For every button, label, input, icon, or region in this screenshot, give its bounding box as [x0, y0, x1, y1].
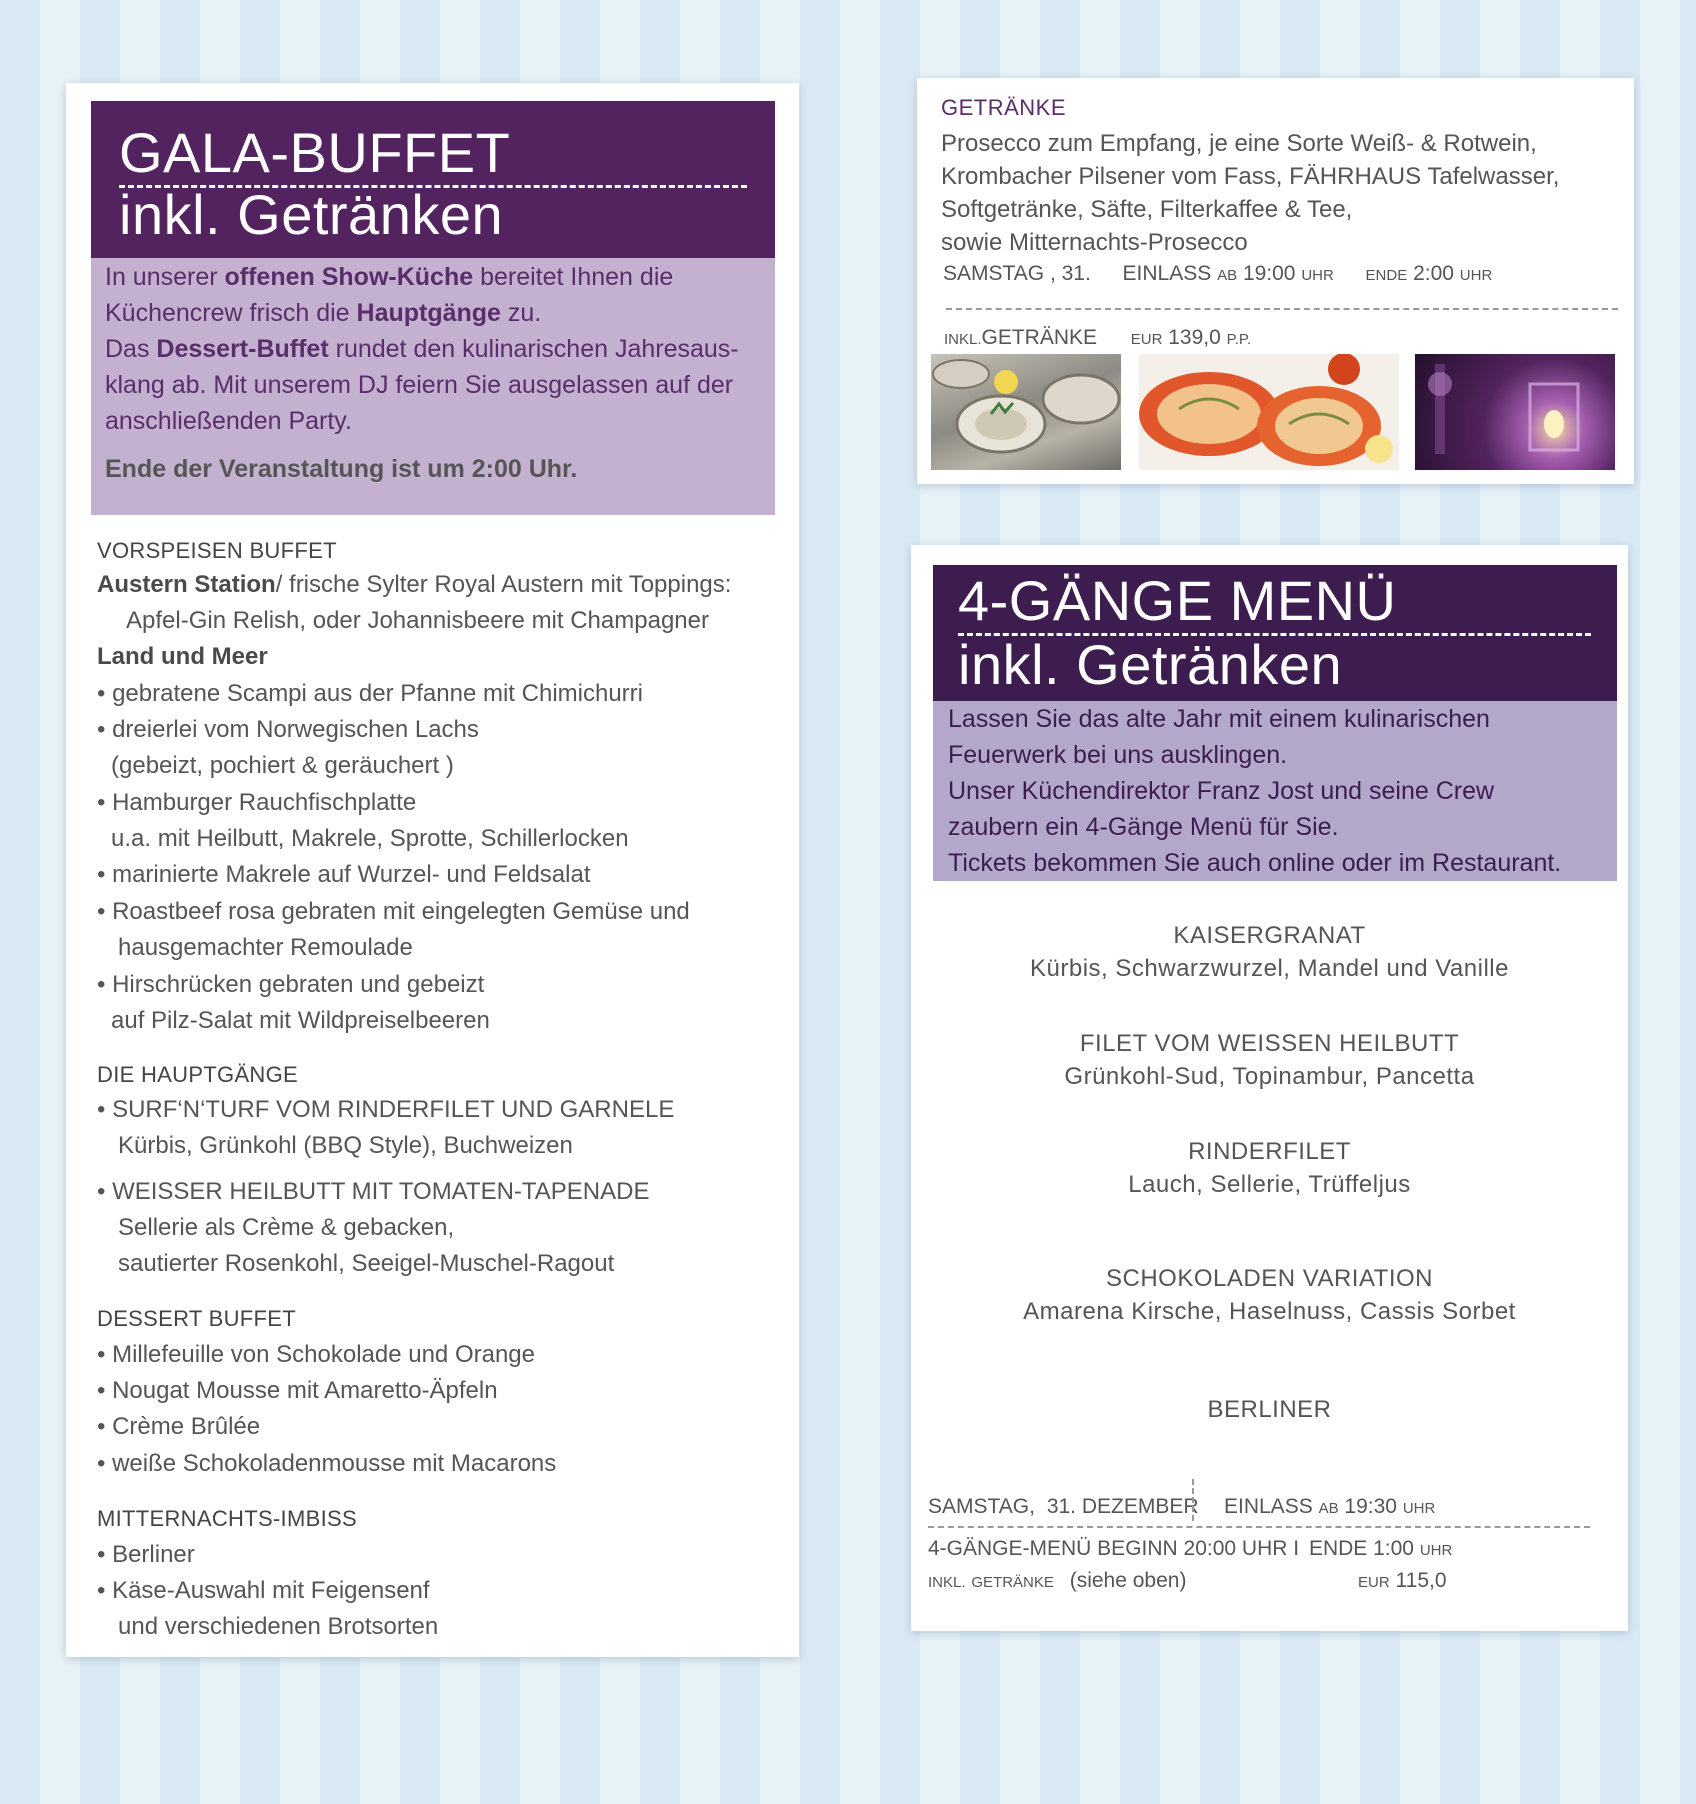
gala-end-time: Ende der Veranstaltung ist um 2:00 Uhr.	[105, 455, 578, 483]
candle-photo	[1415, 354, 1615, 470]
vorspeise-item: • gebratene Scampi aus der Pfanne mit Chimichurri	[97, 680, 643, 707]
course-name: BERLINER	[1207, 1396, 1332, 1423]
menu-intro-text	[948, 701, 1561, 881]
menu-intro-line: Lassen Sie das alte Jahr mit einem kulinarischen	[948, 705, 1490, 733]
menu-intro-line: Feuerwerk bei uns ausklingen.	[948, 741, 1288, 769]
getraenke-line: sowie Mitternachts-Prosecco	[941, 229, 1248, 256]
dessert-item: • Millefeuille von Schokolade und Orange	[97, 1341, 535, 1368]
gala-intro-text	[105, 259, 739, 487]
hauptgang-item: Sellerie als Crème & gebacken,	[118, 1214, 455, 1241]
course-name: KAISERGRANAT	[1173, 922, 1366, 949]
getraenke-line: Softgetränke, Säfte, Filterkaffee & Tee,	[941, 196, 1353, 223]
getraenke-heading: GETRÄNKE	[941, 95, 1067, 120]
menu-einlass-info: EINLASS AB 19:30 UHR	[1224, 1495, 1436, 1518]
gala-intro-line-2: Küchencrew frisch die Hauptgänge zu.	[105, 299, 542, 327]
getraenke-event-info: SAMSTAG , 31. EINLASS AB 19:00 UHR ENDE 2:00 UHR	[943, 262, 1493, 285]
getraenke-price-info: INKL.GETRÄNKE EUR 139,0 P.P.	[944, 326, 1252, 349]
gala-header	[91, 101, 775, 258]
menu-intro-line: zaubern ein 4-Gänge Menü für Sie.	[948, 813, 1339, 841]
dessert-heading: DESSERT BUFFET	[97, 1306, 296, 1331]
oysters-photo	[931, 354, 1121, 470]
vorspeise-item: auf Pilz-Salat mit Wildpreiselbeeren	[111, 1007, 490, 1034]
dessert-item: • Crème Brûlée	[97, 1413, 261, 1440]
vorspeise-item: • Hamburger Rauchfischplatte	[97, 789, 417, 816]
lobster-drawing	[1139, 354, 1399, 470]
gala-intro-line-5: anschließenden Party.	[105, 407, 352, 435]
menu-event-info: SAMSTAG, 31. DEZEMBER	[928, 1495, 1199, 1518]
gala-buffet-card	[66, 83, 799, 1657]
getraenke-line: Krombacher Pilsener vom Fass, FÄHRHAUS Tafelwasser,	[941, 163, 1560, 190]
course-desc: Amarena Kirsche, Haselnuss, Cassis Sorbet	[1023, 1298, 1516, 1325]
gala-intro-line-1: In unserer offenen Show-Küche bereitet Ihnen die	[105, 263, 674, 291]
vorspeise-item: • Roastbeef rosa gebraten mit eingelegten Gemüse und	[97, 898, 690, 925]
dessert-item: • Nougat Mousse mit Amaretto-Äpfeln	[97, 1377, 498, 1404]
hauptgaenge-heading: DIE HAUPTGÄNGE	[97, 1062, 299, 1087]
course-name: RINDERFILET	[1188, 1138, 1351, 1165]
course-name: SCHOKOLADEN VARIATION	[1106, 1265, 1433, 1292]
dessert-item: • weiße Schokoladenmousse mit Macarons	[97, 1450, 557, 1477]
vorspeise-item: u.a. mit Heilbutt, Makrele, Sprotte, Schillerlocken	[111, 825, 629, 852]
hauptgang-item: • WEISSER HEILBUTT MIT TOMATEN-TAPENADE	[97, 1178, 650, 1205]
imbiss-item: • Käse-Auswahl mit Feigensenf	[97, 1577, 430, 1604]
austern-line: Austern Station/ frische Sylter Royal Austern mit Toppings:	[97, 571, 732, 598]
menu-intro-line: Tickets bekommen Sie auch online oder im Restaurant.	[948, 849, 1562, 877]
course-desc: Lauch, Sellerie, Trüffeljus	[1128, 1171, 1411, 1198]
menu-info-vertical-divider	[1192, 1479, 1194, 1521]
menu-header	[933, 565, 1617, 701]
hauptgang-item: sautierter Rosenkohl, Seeigel-Muschel-Ragout	[118, 1250, 615, 1277]
vorspeisen-heading: VORSPEISEN BUFFET	[97, 538, 337, 563]
gala-title: GALA-BUFFET	[119, 121, 511, 184]
austern-toppings: Apfel-Gin Relish, oder Johannisbeere mit Champagner	[126, 607, 709, 634]
vorspeise-item: (gebeizt, pochiert & geräuchert )	[111, 752, 454, 779]
gala-intro-line-4: klang ab. Mit unserem DJ feiern Sie ausgelassen auf der	[105, 371, 734, 399]
menu-title: 4-GÄNGE MENÜ	[958, 569, 1397, 632]
imbiss-item: und verschiedenen Brotsorten	[118, 1613, 439, 1640]
gala-intro-line-3: Das Dessert-Buffet rundet den kulinarischen Jahresaus-	[105, 335, 739, 363]
imbiss-item: • Berliner	[97, 1541, 195, 1568]
vorspeise-item: • marinierte Makrele auf Wurzel- und Feldsalat	[97, 861, 591, 888]
hauptgang-item: Kürbis, Grünkohl (BBQ Style), Buchweizen	[118, 1132, 573, 1159]
getraenke-divider	[946, 308, 1618, 310]
imbiss-heading: MITTERNACHTS-IMBISS	[97, 1506, 357, 1531]
land-und-meer-heading: Land und Meer	[97, 643, 268, 670]
menu-begin-info: 4-GÄNGE-MENÜ BEGINN 20:00 UHR I ENDE 1:00 UHR	[928, 1537, 1453, 1560]
course-desc: Grünkohl-Sud, Topinambur, Pancetta	[1064, 1063, 1475, 1090]
menu-card	[911, 545, 1628, 1631]
candle-drawing	[1415, 354, 1615, 470]
vorspeise-item: • dreierlei vom Norwegischen Lachs	[97, 716, 479, 743]
getraenke-line: Prosecco zum Empfang, je eine Sorte Weiß- & Rotwein,	[941, 130, 1537, 157]
oysters-drawing	[931, 354, 1121, 470]
menu-price: EUR 115,0	[1358, 1569, 1447, 1592]
vorspeise-item: • Hirschrücken gebraten und gebeizt	[97, 971, 485, 998]
lobster-photo	[1139, 354, 1399, 470]
hauptgang-item: • SURF‘N‘TURF VOM RINDERFILET UND GARNELE	[97, 1096, 675, 1123]
getraenke-card	[917, 78, 1634, 484]
course-name: FILET VOM WEISSEN HEILBUTT	[1079, 1030, 1460, 1057]
menu-intro-line: Unser Küchendirektor Franz Jost und seine Crew	[948, 777, 1495, 805]
menu-price-info: INKL. GETRÄNKE (siehe oben)	[928, 1569, 1187, 1592]
menu-subtitle: inkl. Getränken	[958, 633, 1343, 696]
vorspeise-item: hausgemachter Remoulade	[118, 934, 413, 961]
gala-subtitle: inkl. Getränken	[119, 183, 504, 246]
course-desc: Kürbis, Schwarzwurzel, Mandel und Vanille	[1030, 955, 1509, 982]
menu-info-divider	[928, 1526, 1590, 1528]
